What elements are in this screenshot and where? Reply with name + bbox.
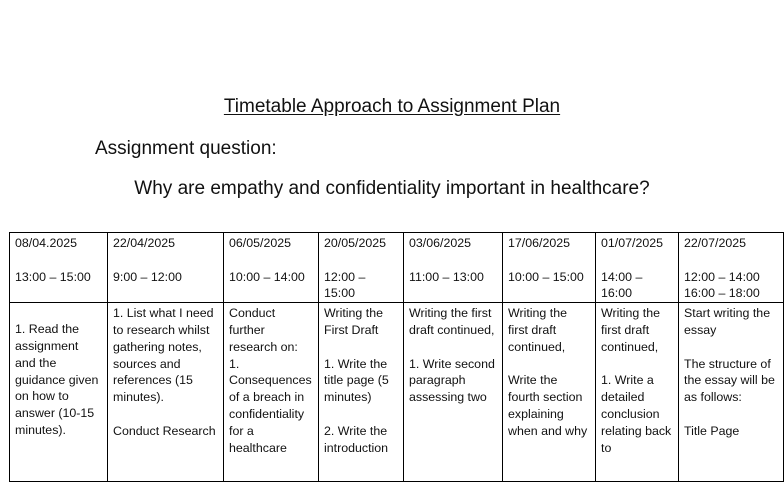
timetable-header-row: [10, 233, 784, 303]
session-4-content: Writing the First Draft 1. Write the title page (5 minutes) 2. Write the introduction: [319, 303, 404, 482]
session-date: 01/07/2025: [601, 236, 664, 250]
session-date: 20/05/2025: [324, 236, 387, 250]
session-5-content: Writing the first draft continued, 1. Write second paragraph assessing two: [404, 303, 503, 482]
assignment-question: [0, 178, 784, 200]
document-title: Timetable Approach to Assignment Plan: [223, 96, 561, 117]
session-time: 10:00 – 15:00: [508, 269, 584, 284]
session-time: 11:00 – 13:00: [409, 269, 484, 284]
session-3-datetime: [224, 233, 319, 303]
session-date: 03/06/2025: [409, 236, 472, 250]
assignment-question-label: Assignment question:: [95, 138, 277, 159]
session-date: 22/07/2025: [684, 236, 747, 250]
session-date: 08/04.2025: [15, 236, 78, 250]
session-time: 12:00 – 14:00 16:00 – 18:00: [684, 269, 760, 301]
session-date: 17/06/2025: [508, 236, 571, 250]
timetable: [9, 232, 784, 482]
session-7-datetime: [596, 233, 679, 303]
session-6-datetime: [503, 233, 596, 303]
session-time: 14:00 – 16:00: [601, 269, 643, 301]
session-time: 13:00 – 15:00: [15, 269, 91, 284]
session-time: 9:00 – 12:00: [113, 269, 182, 284]
session-8-datetime: [679, 233, 784, 303]
session-date: 06/05/2025: [229, 236, 292, 250]
session-4-datetime: [319, 233, 404, 303]
session-time: 10:00 – 14:00: [229, 269, 305, 284]
session-2-datetime: [108, 233, 224, 303]
session-5-datetime: [404, 233, 503, 303]
session-7-content: Writing the first draft continued, 1. Write a detailed conclusion relating back to: [596, 303, 679, 482]
session-6-content: Writing the first draft continued, Write the fourth section explaining when and why: [503, 303, 596, 482]
assignment-question-text: Why are empathy and confidentiality important in healthcare?: [134, 178, 650, 199]
session-8-content: Start writing the essay The structure of the essay will be as follows: Title Page: [679, 303, 784, 482]
session-date: 22/04/2025: [113, 236, 176, 250]
timetable-content-row: [10, 303, 784, 482]
session-3-content: Conduct further research on: 1. Consequences of a breach in confidentiality for a healthcare: [224, 303, 319, 482]
session-1-content: 1. Read the assignment and the guidance given on how to answer (10-15 minutes).: [10, 303, 108, 482]
session-time: 12:00 – 15:00: [324, 269, 366, 301]
session-2-content: 1. List what I need to research whilst gathering notes, sources and references (15 minutes). Conduct Research: [108, 303, 224, 482]
session-1-datetime: [10, 233, 108, 303]
